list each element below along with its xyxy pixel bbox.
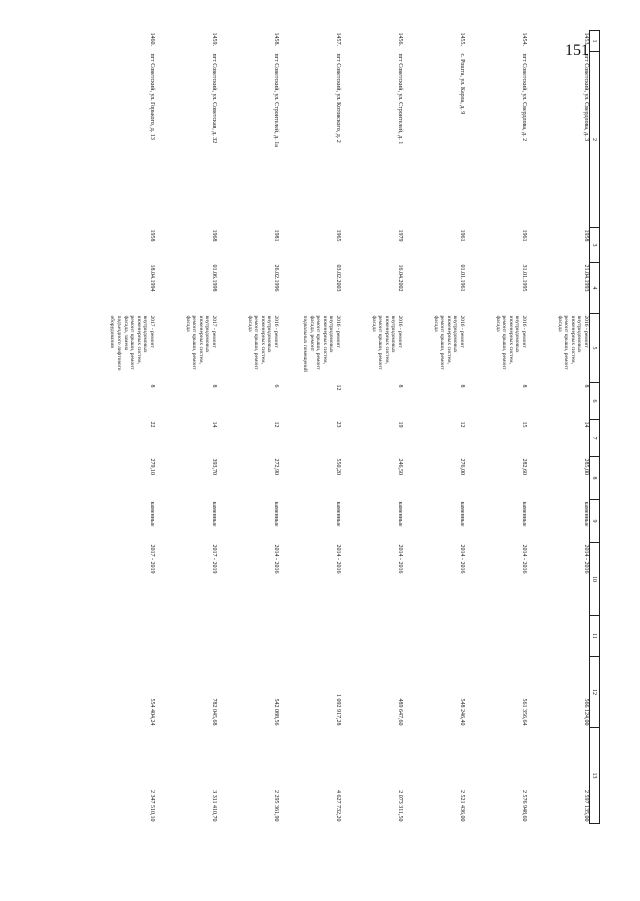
- column-header: 11: [590, 616, 600, 657]
- table-cell: 12: [459, 421, 465, 428]
- column-header: 1: [590, 31, 600, 52]
- table-row: [527, 31, 590, 824]
- table-body: [93, 31, 590, 824]
- table-cell: 2017 - 2019: [211, 544, 217, 574]
- table-cell: 2016 - ремонт внутридомовых инженерных систем, ремонт крыши, ремонт фасада: [432, 315, 465, 370]
- table-cell: [527, 616, 590, 657]
- table-cell: 8: [397, 384, 403, 388]
- column-header: 8: [590, 457, 600, 500]
- table-cell: 561 356,64: [521, 698, 527, 726]
- column-header: 7: [590, 420, 600, 457]
- table-cell: пгт Советский, ул. Строителей, д. 1а: [273, 53, 279, 147]
- table-cell: 8: [211, 384, 217, 388]
- table-cell: 12: [335, 384, 341, 391]
- table-row: [155, 31, 217, 824]
- table-cell: 18.04.1994: [149, 264, 155, 292]
- table-cell: 1958: [583, 229, 589, 242]
- table-cell: 2 576 948,60: [521, 790, 527, 822]
- table-cell: 272,90: [273, 458, 279, 475]
- column-header: 4: [590, 263, 600, 314]
- table-cell: 2 295 361,90: [273, 790, 279, 822]
- table-cell: 8: [583, 384, 589, 388]
- table-cell: 1981: [273, 229, 279, 242]
- table-cell: 1979: [397, 229, 403, 242]
- table-cell: 1456.: [397, 32, 403, 46]
- table-cell: 22: [149, 421, 155, 428]
- table-cell: 31.01.1995: [521, 264, 527, 292]
- table-cell: 566 124,00: [583, 698, 589, 726]
- column-header: 6: [590, 383, 600, 420]
- table-cell: 1958: [149, 229, 155, 242]
- table-cell: [341, 616, 403, 657]
- table-cell: 8: [149, 384, 155, 388]
- table-cell: каменные: [335, 501, 341, 527]
- table-cell: 550,20: [335, 458, 341, 475]
- table-cell: 16.04.2002: [397, 264, 403, 292]
- table-cell: 285,00: [583, 458, 589, 475]
- table-row: [341, 31, 403, 824]
- table-cell: каменные: [459, 501, 465, 527]
- table-cell: 554 404,24: [149, 698, 155, 726]
- column-header: 2: [590, 52, 600, 228]
- header-row: [590, 31, 600, 824]
- table-cell: 276,00: [459, 458, 465, 475]
- table-cell: 14: [583, 421, 589, 428]
- table-cell: 2017 - 2019: [149, 544, 155, 574]
- table-cell: пгт Советский, ул. Строителей, д. 1: [397, 53, 403, 145]
- table-cell: каменные: [521, 501, 527, 527]
- table-cell: пгт Советский, ул. Советская, д. 32: [211, 53, 217, 144]
- table-cell: [217, 616, 279, 657]
- table-cell: 1460.: [149, 32, 155, 46]
- table-row: [403, 31, 465, 824]
- table-cell: 282,60: [521, 458, 527, 475]
- table-cell: 548 246,40: [459, 698, 465, 726]
- page-number: 151: [565, 42, 589, 59]
- table-cell: пгт Советский, ул. Свердлова, д. 3: [583, 53, 589, 142]
- table-cell: 8: [459, 384, 465, 388]
- table-cell: 2 073 311,50: [397, 790, 403, 822]
- table-cell: 2016 - ремонт внутридомовых инженерных систем, ремонт крыши, ремонт фасада, ремонт подвальных помещений: [302, 315, 341, 372]
- table-cell: 2016 - ремонт внутридомовых инженерных систем, ремонт крыши, ремонт фасада: [370, 315, 403, 370]
- table-cell: 2014 - 2016: [459, 544, 465, 574]
- table-cell: [403, 616, 465, 657]
- table-cell: 01.06.1998: [211, 264, 217, 292]
- table-cell: 2017 - ремонт внутридомовых инженерных систем, ремонт крыши, ремонт фасада, замена подъездного лифтового оборудования: [109, 315, 155, 371]
- table-cell: 393,70: [211, 458, 217, 475]
- table-cell: 542 088,56: [273, 698, 279, 726]
- table-cell: [155, 616, 217, 657]
- table-cell: 2 347 510,10: [149, 790, 155, 822]
- table-row: [465, 31, 527, 824]
- table-cell: 2014 - 2016: [521, 544, 527, 574]
- table-cell: 2016 - ремонт внутридомовых инженерных систем, ремонт крыши, ремонт фасада: [246, 315, 279, 370]
- table-cell: пгт Советский, ул. Горького, д. 13: [149, 53, 155, 140]
- table-cell: 1961: [521, 229, 527, 242]
- table-cell: 8: [521, 384, 527, 388]
- table-cell: 21.04.1993: [583, 264, 589, 292]
- table-cell: 2 521 436,00: [459, 790, 465, 822]
- table-cell: каменные: [397, 501, 403, 527]
- table-cell: 489 647,60: [397, 698, 403, 726]
- table-cell: пгт Советский, ул. Котовского, д. 2: [335, 53, 341, 143]
- table-cell: каменные: [149, 501, 155, 527]
- table-cell: 03.02.2003: [335, 264, 341, 292]
- table-cell: каменные: [273, 501, 279, 527]
- column-header: 10: [590, 543, 600, 616]
- table-cell: 15: [521, 421, 527, 428]
- table-cell: [93, 616, 155, 657]
- table-cell: 14: [211, 421, 217, 428]
- table-cell: 19: [397, 421, 403, 428]
- table-cell: 4 627 732,20: [335, 790, 341, 822]
- table-cell: 3 311 410,70: [211, 790, 217, 822]
- column-header: 5: [590, 314, 600, 383]
- table-cell: каменные: [211, 501, 217, 527]
- table-cell: 2016 - ремонт внутридомовых инженерных систем, ремонт крыши, ремонт фасада: [494, 315, 527, 370]
- table-cell: 1455.: [459, 32, 465, 46]
- table-cell: 1453.: [583, 32, 589, 46]
- column-header: 9: [590, 500, 600, 543]
- table-cell: 279,10: [149, 458, 155, 475]
- table-cell: [279, 616, 341, 657]
- table-cell: 2 597 135,00: [583, 790, 589, 822]
- table-row: [93, 31, 155, 824]
- table-cell: 1965: [335, 229, 341, 242]
- table-cell: 26.02.1996: [273, 264, 279, 292]
- column-header: 13: [590, 728, 600, 824]
- table-cell: 2016 - ремонт внутридомовых инженерных систем, ремонт крыши, ремонт фасада: [556, 315, 589, 370]
- table-cell: [465, 616, 527, 657]
- table-cell: с. Рошта, ул. Карла, д. 9: [459, 53, 465, 115]
- table-cell: 1968: [211, 229, 217, 242]
- rotated-table-container: [80, 30, 600, 870]
- column-header: 3: [590, 228, 600, 263]
- housing-repair-table: [93, 30, 600, 824]
- table-cell: 01.01.1961: [459, 264, 465, 292]
- column-header: 12: [590, 657, 600, 728]
- table-cell: 246,50: [397, 458, 403, 475]
- table-cell: 12: [273, 421, 279, 428]
- table-cell: 1 092 917,28: [335, 694, 341, 726]
- table-cell: пгт Советский, ул. Свердлова, д. 2: [521, 53, 527, 142]
- table-cell: 2014 - 2016: [273, 544, 279, 574]
- table-row: [279, 31, 341, 824]
- table-cell: 1961: [459, 229, 465, 242]
- table-cell: 2014 - 2016: [335, 544, 341, 574]
- table-cell: 23: [335, 421, 341, 428]
- table-cell: 2014 - 2016: [583, 544, 589, 574]
- table-cell: 2014 - 2016: [397, 544, 403, 574]
- table-cell: 6: [273, 384, 279, 388]
- table-cell: 782 045,68: [211, 698, 217, 726]
- table-cell: 1458.: [273, 32, 279, 46]
- table-cell: 1454.: [521, 32, 527, 46]
- table-row: [217, 31, 279, 824]
- table-cell: каменные: [583, 501, 589, 527]
- table-cell: 1457.: [335, 32, 341, 46]
- table-cell: 2017 - ремонт внутридомовых инженерных систем, ремонт крыши, ремонт фасада: [184, 315, 217, 370]
- table-cell: 1459.: [211, 32, 217, 46]
